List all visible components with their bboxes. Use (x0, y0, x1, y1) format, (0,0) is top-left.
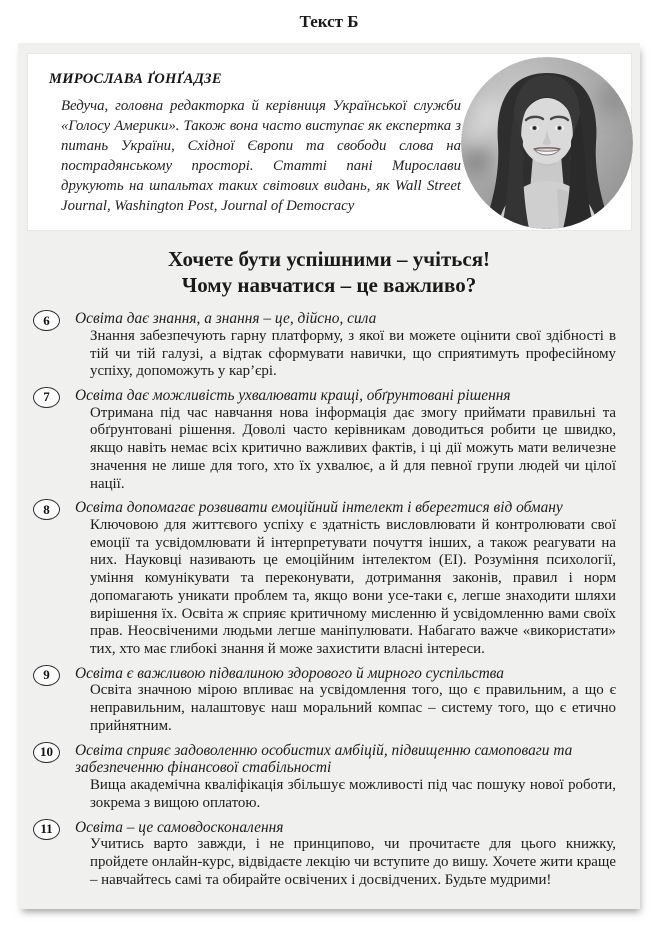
list-item (18, 310, 640, 381)
item-title: Освіта дає можливість ухвалювати кращі, обґрунтовані рішення (75, 386, 511, 404)
item-title: Освіта – це самовдосконалення (75, 818, 284, 836)
profile-card (27, 53, 632, 231)
item-body: Ключовою для життєвого успіху є здатність висловлювати й контролювати свої емоції та усвідомлювати й інтерпретувати почуття інших, а також реагувати на них. Науковці називають це емоційним інтелектом (ЕІ). Розуміння психології, уміння комунікувати та переконувати, дотримання законів, правил і норм допомагають уникати проблем та, якщо вони усе-таки є, легше знаходити шляхи вирішення їх. Освіта ж сприяє критичному мисленню й усвідомленню вами своїх прав. Неосвіченими людьми легше маніпулювати. Набагато важче «використати» тих, хто має глибокі знання й може захистити власні інтереси. (90, 517, 616, 657)
item-number-badge: 7 (33, 387, 60, 408)
article-heading (18, 246, 640, 298)
item-title: Освіта сприяє задоволенню особистих амбіцій, підвищенню самоповаги та забезпеченню фінансової стабільності (75, 741, 573, 777)
item-number-badge: 6 (33, 310, 60, 331)
list-item (18, 499, 640, 658)
item-body: Освіта значною мірою впливає на усвідомлення того, що є правильним, а що є неправильним, налаштовує наш моральний компас – систему того, що є етично прийнятним. (90, 682, 616, 734)
content-panel (18, 43, 640, 909)
woman-portrait-icon (461, 57, 633, 229)
page-title: Текст Б (299, 12, 359, 31)
item-body: Учитись варто завжди, і не принципово, чи прочитаєте для цього книжку, пройдете онлайн-курс, відвідаєте лекцію чи вступите до вишу. Хочете жити краще – навчайтесь самі та обирайте освічених і досвідчених. Будьте мудрими! (90, 836, 616, 888)
profile-name: МИРОСЛАВА ҐОНҐАДЗЕ (49, 71, 222, 87)
profile-bio: Ведуча, головна редакторка й керівниця Української служби «Голосу Америки». Також вона часто виступає як експертка з питань України, Східної Європи та свободи слова на пострадянському просторі. Статті пані Мирослави друкують на шпальтах таких світових видань, як Wall Street Journal, Washington Post, Journal of Democracy (61, 98, 461, 214)
item-title: Освіта є важливою підвалиною здорового й мирного суспільства (75, 664, 504, 682)
list-item (18, 665, 640, 736)
item-body: Вища академічна кваліфікація збільшує можливості під час пошуку нової роботи, зокрема з вищою оплатою. (90, 777, 616, 811)
item-body: Знання забезпечують гарну платформу, з якої ви можете оцінити свої здібності в тій чи тій галузі, а відтак сформувати навички, що сприятимуть професійному успіху, допоможуть у кар’єрі. (90, 327, 616, 380)
list-item (18, 387, 640, 493)
item-title: Освіта допомагає розвивати емоційний інтелект і вберегтися від обману (75, 499, 563, 517)
profile-text-column (49, 71, 461, 216)
list-item (18, 742, 640, 813)
item-title: Освіта дає знання, а знання – це, дійсно, сила (75, 310, 377, 327)
profile-photo (461, 57, 633, 229)
item-number-badge: 9 (33, 665, 60, 686)
numbered-list (18, 310, 640, 889)
list-item (18, 819, 640, 890)
item-number-badge: 11 (33, 819, 60, 840)
item-number-badge: 10 (33, 742, 60, 763)
heading-line-2: Чому навчатися – це важливо? (181, 273, 477, 297)
item-number-badge: 8 (33, 499, 60, 520)
heading-line-1: Хочете бути успішними – учіться! (167, 247, 491, 271)
item-body: Отримана під час навчання нова інформація дає змогу приймати правильні та обґрунтовані рішення. Доволі часто керівникам доводиться робити це швидко, якщо навіть немає всіх критично важливих фактів, і ці дії можуть мати величезне значення не лише для того, хто їх ухвалює, а й для певної групи людей чи цілої нації. (90, 404, 616, 492)
